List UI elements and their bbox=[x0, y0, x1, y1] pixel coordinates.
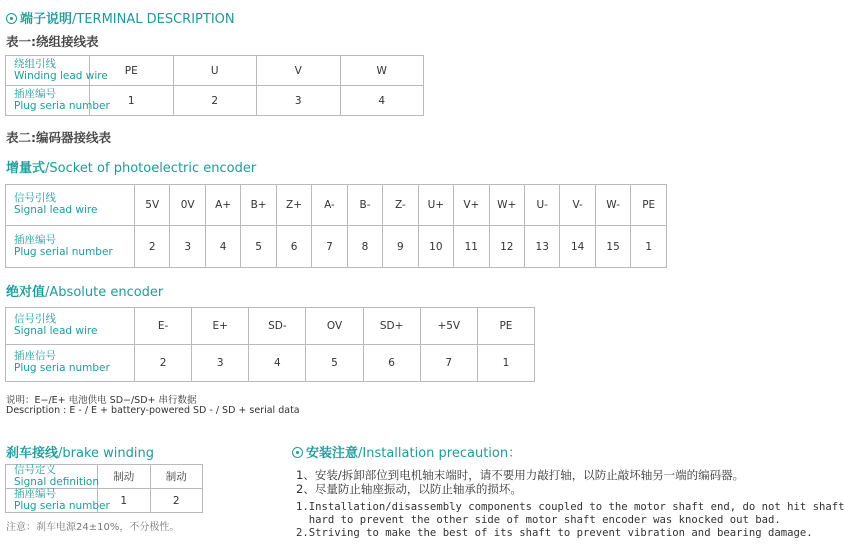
table-cell: A+ bbox=[205, 185, 240, 226]
table-cell: U- bbox=[524, 185, 559, 226]
table-cell: V+ bbox=[454, 185, 489, 226]
absolute-title-en: /Absolute encoder bbox=[45, 285, 164, 300]
brake-row-plug bbox=[6, 489, 203, 513]
table-cell: 1 bbox=[631, 226, 667, 268]
table-cell: B- bbox=[347, 185, 382, 226]
brake-title-en: /brake winding bbox=[58, 446, 154, 461]
table-cell: OV bbox=[306, 308, 363, 345]
table-cell: PE bbox=[477, 308, 534, 345]
incremental-row-plug bbox=[6, 226, 667, 268]
table-cell: 12 bbox=[489, 226, 524, 268]
table-cell: 5V bbox=[135, 185, 170, 226]
table-cell: PE bbox=[90, 56, 174, 86]
table-cell: SD+ bbox=[363, 308, 420, 345]
winding-row-lead bbox=[6, 56, 424, 86]
table-cell: U bbox=[173, 56, 257, 86]
table-cell: 1 bbox=[477, 345, 534, 382]
absolute-row-plug bbox=[6, 345, 535, 382]
table-cell: 14 bbox=[560, 226, 595, 268]
absolute-encoder-table bbox=[5, 307, 535, 382]
incremental-title-en: /Socket of photoelectric encoder bbox=[45, 161, 257, 176]
table-cell: 制动 bbox=[98, 465, 151, 489]
table-cell: W+ bbox=[489, 185, 524, 226]
table-cell: E+ bbox=[192, 308, 249, 345]
table-cell: 13 bbox=[524, 226, 559, 268]
table-cell: 4 bbox=[205, 226, 240, 268]
table-cell: E- bbox=[135, 308, 192, 345]
table-cell: B+ bbox=[241, 185, 276, 226]
installation-title-en: /Installation precaution： bbox=[358, 446, 522, 461]
table-cell: 3 bbox=[192, 345, 249, 382]
table-cell: 9 bbox=[383, 226, 418, 268]
table-cell: 7 bbox=[420, 345, 477, 382]
table-cell: SD- bbox=[249, 308, 306, 345]
table-cell: 1 bbox=[98, 489, 151, 513]
table-cell: U+ bbox=[418, 185, 453, 226]
table-cell: 2 bbox=[173, 86, 257, 116]
winding-row-plug bbox=[6, 86, 424, 116]
table-cell: 2 bbox=[150, 489, 203, 513]
brake-table bbox=[5, 464, 203, 513]
table2-title: 表二:编码器接线表 bbox=[6, 130, 111, 145]
plug-number-label: 插座编号 Plug seria number bbox=[6, 86, 90, 116]
incremental-title-cn: 增量式 bbox=[6, 161, 46, 176]
table-cell: 8 bbox=[347, 226, 382, 268]
brake-heading bbox=[6, 442, 154, 461]
incremental-row-signal bbox=[6, 185, 667, 226]
table-cell: Z+ bbox=[276, 185, 311, 226]
absolute-row-signal bbox=[6, 308, 535, 345]
table-cell: A- bbox=[312, 185, 347, 226]
installation-heading bbox=[292, 442, 521, 461]
table-cell: 4 bbox=[249, 345, 306, 382]
table-cell: PE bbox=[631, 185, 667, 226]
table-cell: Z- bbox=[383, 185, 418, 226]
signal-lead-label: 信号引线 Signal lead wire bbox=[6, 185, 135, 226]
table-cell: 1 bbox=[90, 86, 174, 116]
circle-bullet-icon bbox=[6, 13, 17, 24]
precaution-cn-1: 1、安装/拆卸部位到电机轴末端时，请不要用力敲打轴，以防止敲坏轴另一端的编码器。 bbox=[296, 468, 745, 482]
absolute-note-en: Description : E - / E + battery-powered SD - / SD + serial data bbox=[6, 405, 300, 416]
brake-note: 注意：刹车电源24±10%，不分极性。 bbox=[6, 522, 180, 533]
table-cell: 2 bbox=[135, 345, 192, 382]
precaution-en-3: 2.Striving to make the best of its shaft to prevent vibration and bearing damage. bbox=[296, 527, 813, 539]
table-cell: W bbox=[340, 56, 424, 86]
precaution-en-2: hard to prevent the other side of motor shaft encoder was knocked out bad. bbox=[296, 514, 781, 526]
table-cell: 7 bbox=[312, 226, 347, 268]
terminal-title-cn: 端子说明 bbox=[20, 12, 73, 27]
winding-lead-label: 绕组引线 Winding lead wire bbox=[6, 56, 90, 86]
installation-title-cn: 安装注意 bbox=[306, 446, 359, 461]
brake-title-cn: 刹车接线 bbox=[6, 446, 59, 461]
table-cell: V- bbox=[560, 185, 595, 226]
table-cell: 5 bbox=[241, 226, 276, 268]
table1-title: 表一:绕组接线表 bbox=[6, 34, 99, 49]
table-cell: 3 bbox=[170, 226, 205, 268]
table-cell: 3 bbox=[257, 86, 341, 116]
plug-signal-label: 插座信号 Plug seria number bbox=[6, 345, 135, 382]
table-cell: 4 bbox=[340, 86, 424, 116]
table-cell: 5 bbox=[306, 345, 363, 382]
terminal-description-heading bbox=[6, 8, 235, 27]
absolute-note-cn: 说明：E−/E+ 电池供电 SD−/SD+ 串行数据 bbox=[6, 395, 197, 406]
table-cell: 6 bbox=[276, 226, 311, 268]
terminal-title-en: /TERMINAL DESCRIPTION bbox=[72, 12, 235, 27]
table-cell: W- bbox=[595, 185, 630, 226]
brake-row-signal bbox=[6, 465, 203, 489]
table-cell: 11 bbox=[454, 226, 489, 268]
precaution-en-1: 1.Installation/disassembly components coupled to the motor shaft end, do not hit shaft bbox=[296, 501, 845, 513]
absolute-heading bbox=[6, 281, 163, 300]
incremental-encoder-table bbox=[5, 184, 667, 268]
table-cell: 15 bbox=[595, 226, 630, 268]
signal-definition-label: 信号定义 Signal definition bbox=[6, 465, 98, 489]
plug-number-label: 插座编号 Plug seria number bbox=[6, 489, 98, 513]
table-cell: V bbox=[257, 56, 341, 86]
table-cell: 10 bbox=[418, 226, 453, 268]
table-cell: 6 bbox=[363, 345, 420, 382]
incremental-heading bbox=[6, 157, 256, 176]
table-cell: 2 bbox=[135, 226, 170, 268]
circle-bullet-icon bbox=[292, 447, 303, 458]
plug-serial-label: 插座编号 Plug serial number bbox=[6, 226, 135, 268]
precaution-cn-2: 2、尽量防止轴座振动，以防止轴承的损坏。 bbox=[296, 482, 522, 496]
signal-lead-label: 信号引线 Signal lead wire bbox=[6, 308, 135, 345]
table-cell: 制动 bbox=[150, 465, 203, 489]
winding-table bbox=[5, 55, 424, 116]
table-cell: +5V bbox=[420, 308, 477, 345]
absolute-title-cn: 绝对值 bbox=[6, 285, 46, 300]
table-cell: 0V bbox=[170, 185, 205, 226]
